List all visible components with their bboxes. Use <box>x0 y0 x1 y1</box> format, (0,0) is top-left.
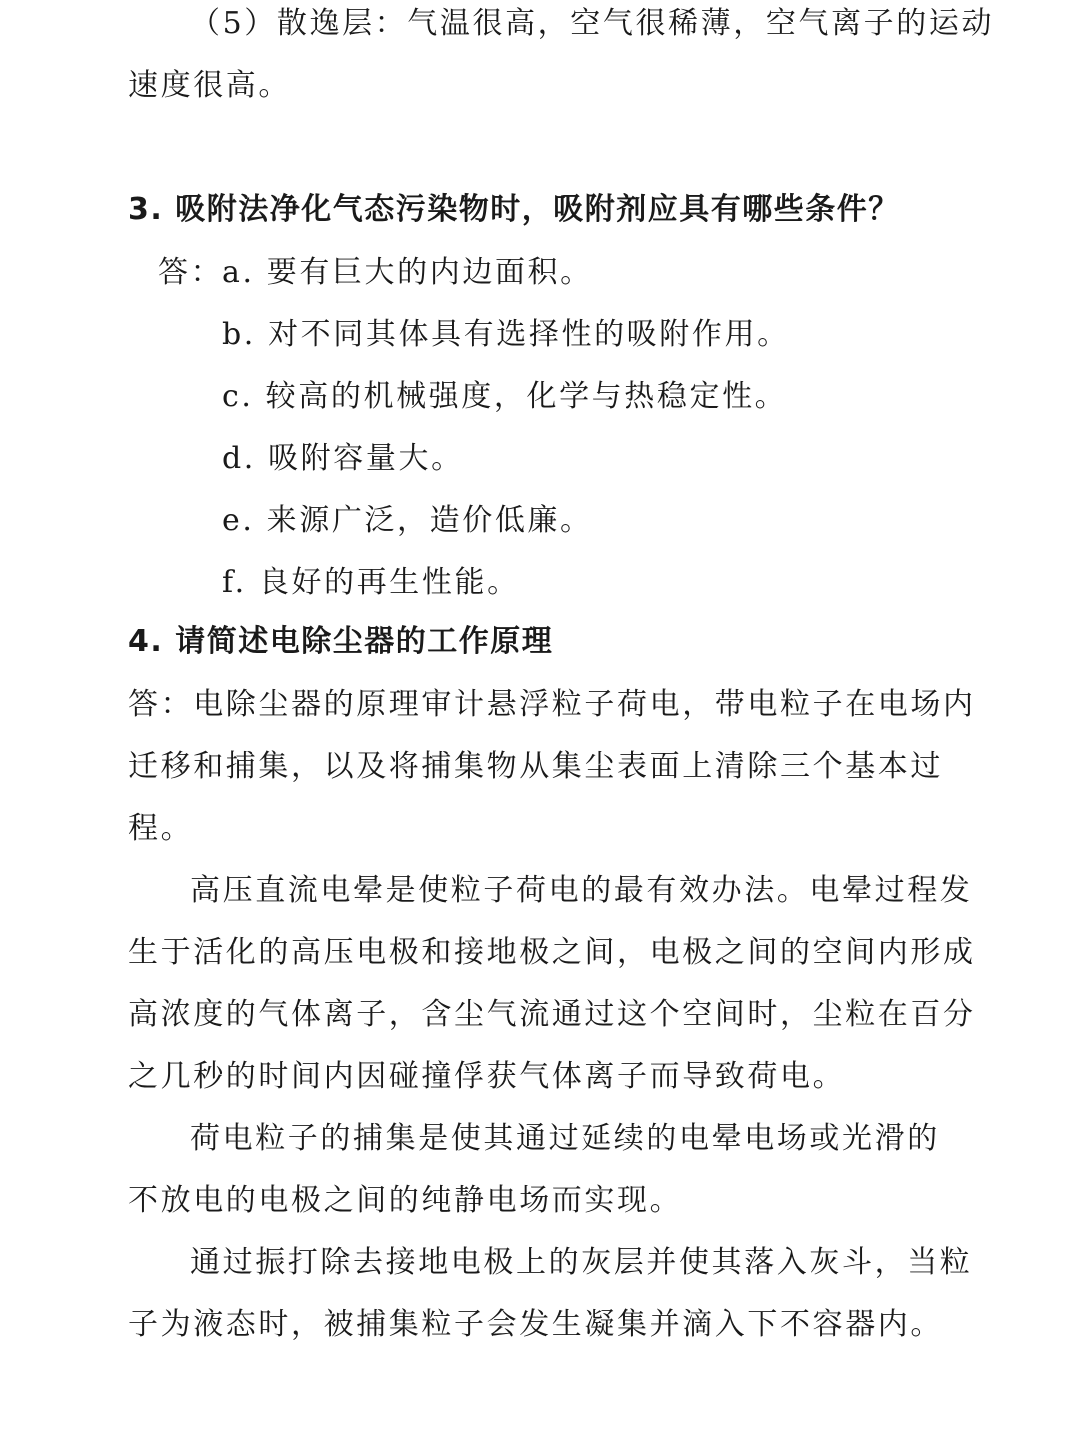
answer-label: 答： <box>158 255 224 290</box>
q3-answer-item-c: c. 较高的机械强度，化学与热稳定性。 <box>222 379 788 414</box>
q4-para1-line-3: 高浓度的气体离子，含尘气流通过这个空间时，尘粒在百分 <box>128 997 976 1032</box>
q4-answer-line-1: 答：电除尘器的原理审计悬浮粒子荷电，带电粒子在电场内 <box>128 687 976 722</box>
q4-para2-line-1: 荷电粒子的捕集是使其通过延续的电晕电场或光滑的 <box>190 1121 940 1156</box>
q4-para1-line-2: 生于活化的高压电极和接地极之间，电极之间的空间内形成 <box>128 935 976 970</box>
q3-answer-item-f: f. 良好的再生性能。 <box>222 565 520 600</box>
q3-answer-item-d: d. 吸附容量大。 <box>222 441 464 476</box>
q4-para3-line-2: 子为液态时，被捕集粒子会发生凝集并滴入下不容器内。 <box>128 1307 943 1342</box>
section5-line-1: （5）散逸层：气温很高，空气很稀薄，空气离子的运动 <box>190 6 995 41</box>
q4-para1-line-4: 之几秒的时间内因碰撞俘获气体离子而导致荷电。 <box>128 1059 846 1094</box>
q3-answer-item-e: e. 来源广泛，造价低廉。 <box>222 503 593 538</box>
q4-para2-line-2: 不放电的电极之间的纯静电场而实现。 <box>128 1183 683 1218</box>
q3-answer-item-b: b. 对不同其体具有选择性的吸附作用。 <box>222 317 790 352</box>
q4-para1-line-1: 高压直流电晕是使粒子荷电的最有效办法。电晕过程发 <box>190 873 973 908</box>
section5-line-2: 速度很高。 <box>128 68 291 103</box>
q3-answer-item-a: a. 要有巨大的内边面积。 <box>222 255 593 290</box>
q4-answer-line-3: 程。 <box>128 811 194 846</box>
question-3-title: 3. 吸附法净化气态污染物时，吸附剂应具有哪些条件？ <box>128 192 900 227</box>
question-4-title: 4. 请简述电除尘器的工作原理 <box>128 624 554 659</box>
q4-answer-line-2: 迁移和捕集，以及将捕集物从集尘表面上清除三个基本过 <box>128 749 943 784</box>
q4-para3-line-1: 通过振打除去接地电极上的灰层并使其落入灰斗，当粒 <box>190 1245 973 1280</box>
